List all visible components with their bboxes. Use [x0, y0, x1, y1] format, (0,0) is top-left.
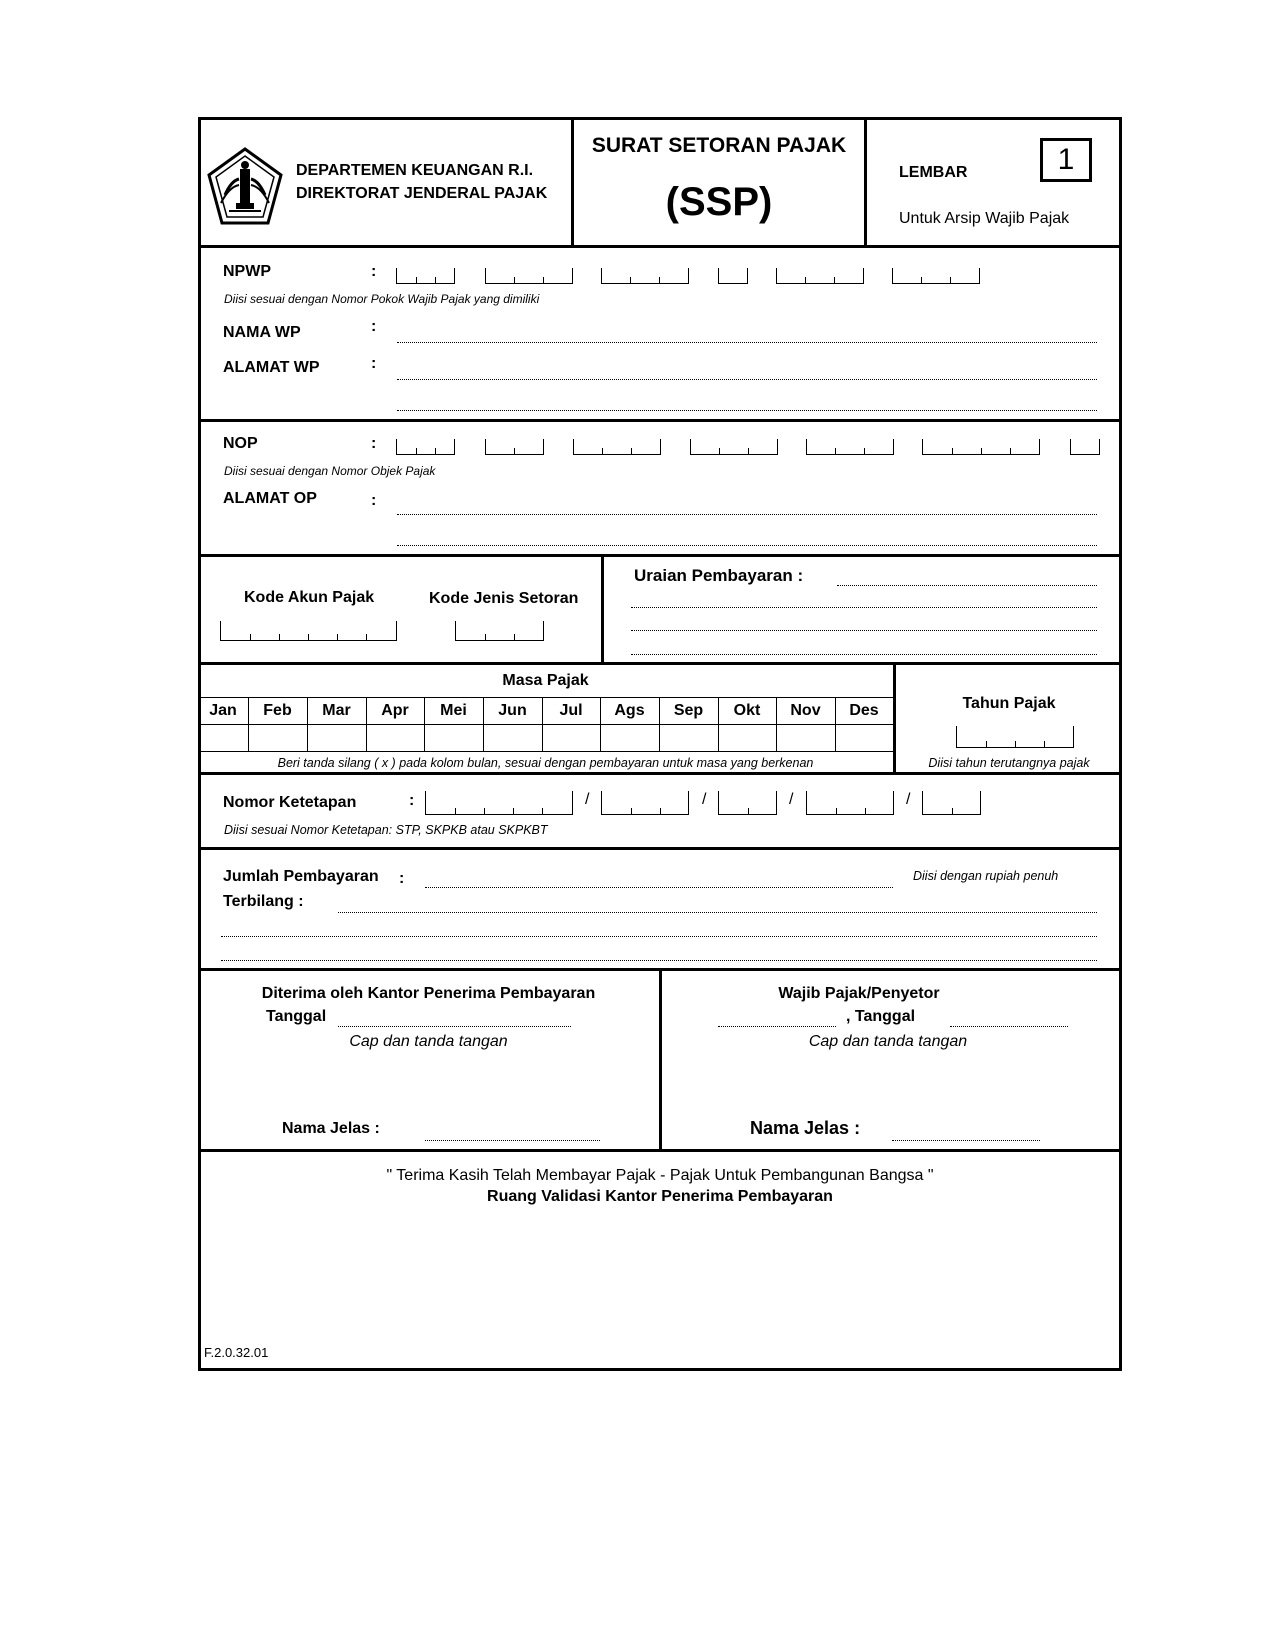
- alamat-wp-label: ALAMAT WP: [223, 359, 320, 376]
- masa-section-bottom: [198, 772, 1122, 775]
- receiver-tanggal-line[interactable]: [338, 1026, 571, 1027]
- nop-box-group-4[interactable]: [690, 439, 778, 455]
- payer-cap-label: Cap dan tanda tangan: [808, 1033, 968, 1050]
- tahun-label: Tahun Pajak: [962, 695, 1056, 712]
- month-check-mei[interactable]: [424, 726, 483, 750]
- thank-you-quote: " Terima Kasih Telah Membayar Pajak - Pajak Untuk Pembangunan Bangsa ": [386, 1167, 934, 1184]
- payer-tanggal-label: , Tanggal: [846, 1008, 916, 1025]
- month-jul: Jul: [559, 702, 583, 719]
- nop-box-group-7[interactable]: [1070, 439, 1100, 455]
- ketetapan-label: Nomor Ketetapan: [223, 794, 357, 811]
- month-check-ags[interactable]: [600, 726, 659, 750]
- signature-section-bottom: [198, 1149, 1122, 1152]
- month-feb: Feb: [263, 702, 292, 719]
- form-number: F.2.0.32.01: [204, 1345, 269, 1360]
- npwp-box-group-5[interactable]: [776, 268, 864, 284]
- receiver-nama-label: Nama Jelas :: [282, 1120, 380, 1137]
- nop-box-group-2[interactable]: [485, 439, 544, 455]
- month-check-okt[interactable]: [718, 726, 776, 750]
- ketetapan-box-group-1[interactable]: [425, 791, 573, 815]
- terbilang-line-1[interactable]: [338, 912, 1097, 913]
- uraian-label: Uraian Pembayaran :: [634, 566, 804, 585]
- validation-area-label: Ruang Validasi Kantor Penerima Pembayaran: [487, 1188, 833, 1205]
- header-bottom-line: [198, 245, 1122, 248]
- header-divider-2: [864, 117, 867, 247]
- kode-akun-boxes[interactable]: [220, 621, 397, 641]
- masa-row-mid: [198, 724, 893, 725]
- tahun-boxes[interactable]: [956, 726, 1074, 748]
- ketetapan-box-group-3[interactable]: [718, 791, 777, 815]
- npwp-box-group-6[interactable]: [892, 268, 980, 284]
- uraian-line-1[interactable]: [837, 585, 1097, 586]
- terbilang-label: Terbilang :: [223, 893, 304, 910]
- nop-box-group-3[interactable]: [573, 439, 661, 455]
- month-apr: Apr: [381, 702, 409, 719]
- ketetapan-sep-2: /: [702, 791, 707, 808]
- alamat-wp-line-2[interactable]: [397, 410, 1097, 411]
- uraian-line-2[interactable]: [631, 607, 1097, 608]
- nama-wp-line[interactable]: [397, 342, 1097, 343]
- npwp-box-group-4[interactable]: [718, 268, 748, 284]
- alamat-wp-colon: :: [371, 355, 377, 372]
- lembar-number-box: 1: [1040, 138, 1092, 182]
- ketetapan-box-group-4[interactable]: [806, 791, 894, 815]
- month-check-sep[interactable]: [659, 726, 718, 750]
- nop-colon: :: [371, 435, 377, 452]
- month-jan: Jan: [209, 702, 237, 719]
- receiver-tanggal-label: Tanggal: [266, 1008, 327, 1025]
- npwp-box-group-2[interactable]: [485, 268, 573, 284]
- jumlah-hint: Diisi dengan rupiah penuh: [913, 869, 1059, 883]
- uraian-line-3[interactable]: [631, 630, 1097, 631]
- month-check-jul[interactable]: [542, 726, 600, 750]
- month-check-jun[interactable]: [483, 726, 542, 750]
- month-mar: Mar: [322, 702, 351, 719]
- form-code: (SSP): [665, 180, 773, 224]
- month-jun: Jun: [498, 702, 527, 719]
- ketetapan-sep-1: /: [585, 791, 590, 808]
- op-section-bottom: [198, 554, 1122, 557]
- kode-section-bottom: [198, 662, 1122, 665]
- ketetapan-hint: Diisi sesuai Nomor Ketetapan: STP, SKPKB atau SKPKBT: [224, 823, 548, 837]
- payer-title: Wajib Pajak/Penyetor: [778, 985, 940, 1002]
- ministry-emblem-icon: [205, 145, 285, 230]
- terbilang-line-3[interactable]: [221, 960, 1097, 961]
- payer-tanggal-line[interactable]: [950, 1026, 1068, 1027]
- alamat-op-line-1[interactable]: [397, 514, 1097, 515]
- masa-hint: Beri tanda silang ( x ) pada kolom bulan, sesuai dengan pembayaran untuk masa yang berkenan: [277, 756, 814, 770]
- month-sep: Sep: [673, 702, 704, 719]
- receiver-title: Diterima oleh Kantor Penerima Pembayaran: [261, 985, 596, 1002]
- nop-box-group-5[interactable]: [806, 439, 894, 455]
- alamat-op-colon: :: [371, 492, 377, 509]
- org-line-2: DIREKTORAT JENDERAL PAJAK: [296, 185, 548, 202]
- lembar-note: Untuk Arsip Wajib Pajak: [899, 210, 1070, 227]
- jumlah-label: Jumlah Pembayaran: [223, 868, 379, 885]
- nama-wp-label: NAMA WP: [223, 324, 301, 341]
- kode-jenis-boxes[interactable]: [455, 621, 544, 641]
- ketetapan-sep-4: /: [906, 791, 911, 808]
- uraian-line-4[interactable]: [631, 654, 1097, 655]
- npwp-label: NPWP: [223, 263, 271, 280]
- ketetapan-box-group-2[interactable]: [601, 791, 689, 815]
- month-check-des[interactable]: [835, 726, 893, 750]
- wp-section-bottom: [198, 419, 1122, 422]
- nop-box-group-6[interactable]: [922, 439, 1040, 455]
- month-mei: Mei: [440, 702, 467, 719]
- alamat-op-label: ALAMAT OP: [223, 490, 317, 507]
- kode-divider: [601, 554, 604, 664]
- form-title: SURAT SETORAN PAJAK: [591, 134, 847, 157]
- receiver-cap-label: Cap dan tanda tangan: [349, 1033, 508, 1050]
- month-des: Des: [849, 702, 879, 719]
- kode-akun-label: Kode Akun Pajak: [244, 589, 375, 606]
- month-check-jan[interactable]: [198, 726, 248, 750]
- month-check-mar[interactable]: [307, 726, 366, 750]
- ketetapan-box-group-5[interactable]: [922, 791, 981, 815]
- payer-nama-label: Nama Jelas :: [750, 1118, 861, 1138]
- month-ags: Ags: [614, 702, 645, 719]
- payer-nama-line[interactable]: [892, 1140, 1040, 1141]
- header-divider-1: [571, 117, 574, 247]
- nama-wp-colon: :: [371, 318, 377, 335]
- org-line-1: DEPARTEMEN KEUANGAN R.I.: [296, 162, 534, 179]
- alamat-wp-line-1[interactable]: [397, 379, 1097, 380]
- nop-box-group-1[interactable]: [396, 439, 455, 455]
- nop-hint: Diisi sesuai dengan Nomor Objek Pajak: [224, 464, 436, 478]
- npwp-colon: :: [371, 263, 377, 280]
- month-nov: Nov: [790, 702, 821, 719]
- npwp-box-group-1[interactable]: [396, 268, 455, 284]
- alamat-op-line-2[interactable]: [397, 545, 1097, 546]
- nop-label: NOP: [223, 435, 258, 452]
- masa-row-bottom: [198, 751, 893, 752]
- month-check-feb[interactable]: [248, 726, 307, 750]
- ketetapan-sep-3: /: [789, 791, 794, 808]
- jumlah-colon: :: [399, 870, 405, 887]
- lembar-label: LEMBAR: [899, 164, 968, 181]
- ketetapan-colon: :: [409, 792, 415, 809]
- validation-area: [203, 1212, 1117, 1350]
- month-okt: Okt: [733, 702, 761, 719]
- terbilang-line-2[interactable]: [221, 936, 1097, 937]
- month-check-apr[interactable]: [366, 726, 424, 750]
- jumlah-line[interactable]: [425, 887, 893, 888]
- tahun-hint: Diisi tahun terutangnya pajak: [928, 756, 1090, 770]
- npwp-hint: Diisi sesuai dengan Nomor Pokok Wajib Pajak yang dimiliki: [224, 292, 540, 306]
- payer-place-line[interactable]: [718, 1026, 836, 1027]
- ketetapan-section-bottom: [198, 847, 1122, 850]
- month-check-nov[interactable]: [776, 726, 835, 750]
- masa-title: Masa Pajak: [502, 672, 589, 689]
- masa-row-top: [198, 697, 893, 698]
- kode-jenis-label: Kode Jenis Setoran: [429, 590, 579, 607]
- npwp-box-group-3[interactable]: [601, 268, 689, 284]
- receiver-nama-line[interactable]: [425, 1140, 600, 1141]
